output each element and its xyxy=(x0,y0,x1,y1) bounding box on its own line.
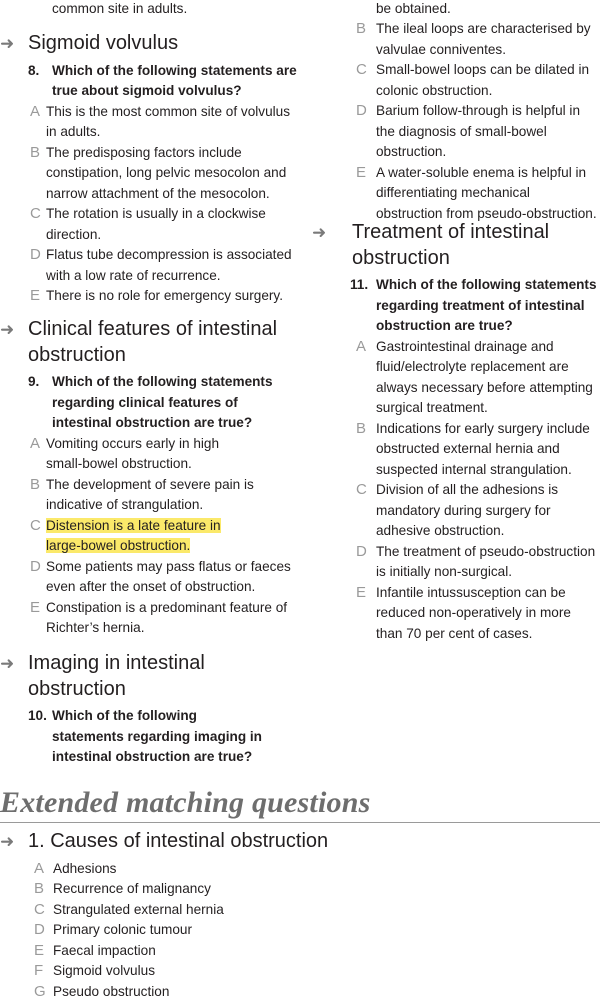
option-text: A water-soluble enema is helpful in differentiating mechanical obstruction from pseudo-obstruction. xyxy=(376,164,597,221)
section-title: Sigmoid volvulus xyxy=(28,32,179,54)
question-10 xyxy=(28,706,300,768)
option-letter: D xyxy=(34,921,45,939)
option-a xyxy=(30,434,300,475)
option-text: Sigmoid volvulus xyxy=(53,963,155,979)
option-letter: B xyxy=(356,20,367,37)
option-text: Vomiting occurs early in high small-bowel obstruction. xyxy=(46,435,220,471)
option-b xyxy=(34,879,600,900)
option-text: Primary colonic tumour xyxy=(53,922,192,938)
option-letter: B xyxy=(30,143,41,161)
highlighted-option-text xyxy=(46,516,222,557)
option-letter: C xyxy=(356,61,367,78)
option-f xyxy=(34,961,600,982)
option-b xyxy=(30,143,300,205)
option-d xyxy=(356,542,600,583)
emq-heading: Extended matching questions xyxy=(0,786,600,823)
question-10-continued-options xyxy=(356,19,600,224)
option-b xyxy=(356,419,600,481)
arrow-right-icon: ➜ xyxy=(0,654,15,673)
option-letter: G xyxy=(34,983,46,1001)
option-e xyxy=(30,286,300,307)
option-letter: C xyxy=(30,205,41,222)
question-number: 11. xyxy=(350,277,369,292)
option-text: Recurrence of malignancy xyxy=(53,881,211,897)
option-c xyxy=(34,900,600,921)
option-text: Small-bowel loops can be dilated in colonic obstruction. xyxy=(376,62,590,98)
option-letter: C xyxy=(30,516,41,534)
option-text: This is the most common site of volvulus in adults. xyxy=(46,103,291,139)
option-letter: E xyxy=(30,598,41,616)
option-list xyxy=(30,434,300,639)
question-text: Which of the following statements are true about sigmoid volvulus? xyxy=(52,62,297,98)
option-a xyxy=(356,337,600,419)
option-c xyxy=(356,480,600,542)
question-text: Which of the following statements regarding treatment of intestinal obstruction are true? xyxy=(376,277,597,333)
option-c xyxy=(30,204,300,245)
option-letter: E xyxy=(30,287,41,304)
option-text: Flatus tube decompression is associated with a low rate of recurrence. xyxy=(46,247,292,283)
option-a xyxy=(34,859,600,880)
option-letter: D xyxy=(356,102,367,119)
option-text: The treatment of pseudo-obstruction is initially non-surgical. xyxy=(376,543,596,579)
option-letter: B xyxy=(356,419,367,437)
option-letter: A xyxy=(34,859,45,877)
section-treatment xyxy=(312,220,600,644)
option-text: Infantile intussusception can be reduced non-operatively in more than 70 per cent of cases. xyxy=(376,584,571,641)
option-text: The ileal loops are characterised by valvulae conniventes. xyxy=(376,21,591,57)
option-e xyxy=(356,583,600,645)
question-number: 10. xyxy=(28,708,47,723)
arrow-right-icon: ➜ xyxy=(0,320,15,339)
option-b xyxy=(30,475,300,516)
option-letter: C xyxy=(34,900,45,918)
option-list xyxy=(356,337,600,645)
option-text: Barium follow-through is helpful in the diagnosis of small-bowel obstruction. xyxy=(376,103,581,159)
emq-section xyxy=(0,829,600,1003)
option-letter: D xyxy=(356,542,367,560)
option-text: Pseudo obstruction xyxy=(53,984,170,1000)
option-d xyxy=(30,557,300,598)
section-title: Imaging in intestinal obstruction xyxy=(28,652,205,700)
option-text: Faecal impaction xyxy=(53,942,156,958)
option-letter: D xyxy=(30,246,41,263)
section-imaging xyxy=(0,651,300,768)
option-a xyxy=(30,102,300,143)
option-letter: C xyxy=(356,481,367,498)
option-text: The development of severe pain is indicative of strangulation. xyxy=(46,476,254,512)
option-letter: E xyxy=(34,941,45,959)
section-title: Treatment of intestinal obstruction xyxy=(352,221,550,269)
option-text: Division of all the adhesions is mandatory during surgery for adhesive obstruction. xyxy=(376,482,559,538)
arrow-right-icon: ➜ xyxy=(0,832,15,851)
option-letter: A xyxy=(30,102,41,120)
option-e xyxy=(356,163,600,225)
option-text: The predisposing factors include constipation, long pelvic mesocolon and narrow attachment of the mesocolon. xyxy=(46,144,287,201)
section-clinical-features xyxy=(0,317,300,639)
arrow-right-icon: ➜ xyxy=(0,34,15,53)
question-9 xyxy=(28,372,300,434)
option-letter: D xyxy=(30,557,41,575)
option-letter: B xyxy=(34,880,45,898)
option-text: There is no role for emergency surgery. xyxy=(46,288,283,303)
option-text: Some patients may pass flatus or faeces even after the onset of obstruction. xyxy=(46,558,291,594)
option-d xyxy=(30,245,300,286)
option-letter: E xyxy=(356,163,367,181)
option-letter: A xyxy=(356,337,367,355)
option-letter: B xyxy=(30,475,41,493)
option-text: The rotation is usually in a clockwise direction. xyxy=(46,206,266,242)
option-text: Strangulated external hernia xyxy=(53,901,224,917)
option-c xyxy=(30,516,300,557)
option-d xyxy=(356,101,600,163)
right-top-fragment: be obtained. xyxy=(376,1,451,16)
section-title: Clinical features of intestinal obstruction xyxy=(28,318,278,366)
option-list xyxy=(34,859,600,1003)
option-b xyxy=(356,19,600,60)
question-number: 8. xyxy=(28,62,40,78)
option-text: Adhesions xyxy=(53,860,117,876)
emq-title: 1. Causes of intestinal obstruction xyxy=(28,830,329,852)
option-list xyxy=(30,102,300,307)
option-c xyxy=(356,60,600,101)
option-d xyxy=(34,920,600,941)
question-text: Which of the following statements regarding imaging in intestinal obstruction are true? xyxy=(52,708,262,764)
option-e xyxy=(34,941,600,962)
option-text: Constipation is a predominant feature of Richter’s hernia. xyxy=(46,599,288,635)
left-top-fragment: common site in adults. xyxy=(52,1,188,16)
question-number: 9. xyxy=(28,374,40,389)
option-e xyxy=(30,598,300,639)
option-text: Indications for early surgery include obstructed external hernia and suspected internal strangulation. xyxy=(376,420,590,477)
question-11 xyxy=(350,275,600,337)
question-text: Which of the following statements regarding clinical features of intestinal obstruction are true? xyxy=(52,374,273,430)
arrow-right-icon: ➜ xyxy=(312,223,327,242)
option-text: Gastrointestinal drainage and fluid/electrolyte replacement are always necessary before attempting surgical treatment. xyxy=(376,338,593,415)
text-highlight: Distension is a late feature in large-bowel obstruction. xyxy=(46,517,221,553)
option-letter: A xyxy=(30,434,41,452)
option-letter: F xyxy=(34,962,44,980)
section-sigmoid-volvulus xyxy=(0,31,300,307)
option-letter: E xyxy=(356,583,367,601)
question-8 xyxy=(28,61,300,102)
